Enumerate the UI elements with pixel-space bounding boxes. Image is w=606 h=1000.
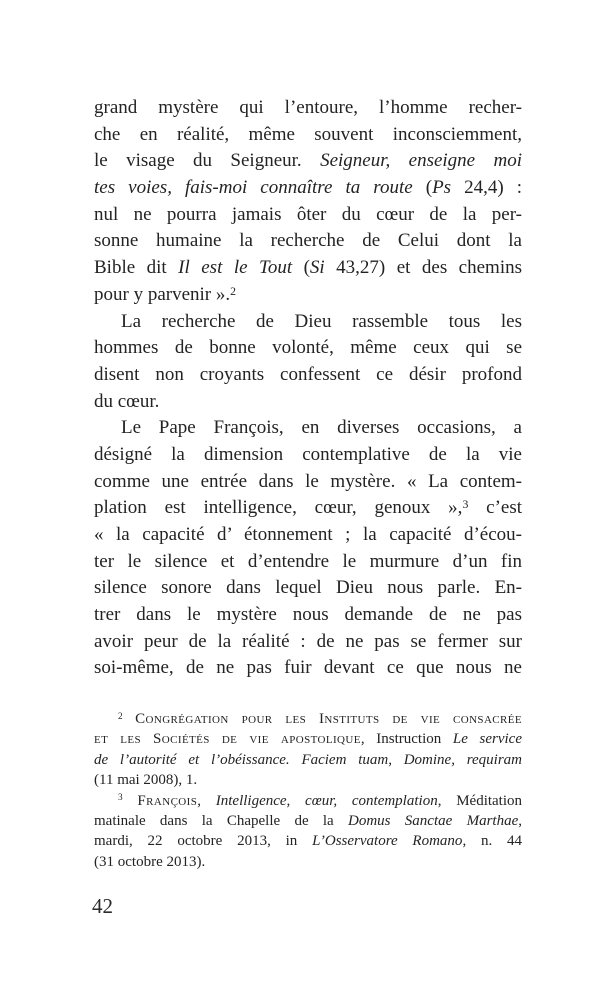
text-run: Ps — [432, 177, 452, 199]
text-line — [94, 122, 522, 149]
text-run: plation est intelligence, cœur, genoux », — [94, 497, 463, 519]
footnote — [94, 791, 522, 873]
text-line — [94, 655, 522, 682]
text-line — [94, 362, 522, 389]
text-line — [94, 442, 522, 469]
text-run — [123, 711, 135, 727]
text-run: sonne humaine la recherche de Celui dont la — [94, 230, 522, 252]
text-run: grand mystère qui l’entoure, l’homme recher- — [94, 97, 522, 118]
text-run: silence sonore dans lequel Dieu nous parle. En- — [94, 577, 522, 599]
text-run: , Méditation — [437, 792, 522, 809]
text-line — [94, 602, 522, 629]
text-run: (11 mai 2008), 1. — [94, 772, 198, 789]
text-line — [94, 282, 522, 309]
text-run: tes voies, fais-moi connaître ta route — [94, 177, 413, 199]
text-run: ( — [292, 257, 310, 279]
text-line — [94, 549, 522, 576]
text-line — [94, 770, 522, 790]
text-run: mardi, 22 octobre 2013, in — [94, 833, 313, 850]
body-text-block — [94, 95, 522, 682]
text-run: , — [197, 792, 216, 809]
text-run: , n. 44 — [462, 833, 522, 850]
paragraph — [94, 95, 522, 309]
paragraph — [94, 415, 522, 682]
text-run — [123, 793, 138, 809]
text-line — [94, 415, 522, 442]
text-run: che en réalité, même souvent inconsciemment, — [94, 123, 522, 145]
text-run: Intelligence, cœur, contemplation — [215, 792, 438, 809]
footnote — [94, 709, 522, 791]
text-run: , — [518, 812, 522, 829]
text-run: avoir peur de la réalité : de ne pas se fermer sur — [94, 630, 522, 652]
text-run: de l’autorité et l’obéissance. Faciem tuam, Domine, requiram — [94, 751, 522, 768]
footnote-block — [94, 709, 522, 872]
text-run: (31 octobre 2013). — [94, 853, 206, 870]
text-line — [94, 202, 522, 229]
text-run: Congrégation pour les Instituts de vie consacrée — [135, 711, 522, 727]
text-run: du cœur. — [94, 390, 160, 412]
footnote-reference-marker: 2 — [118, 711, 123, 722]
text-line — [94, 175, 522, 202]
text-run: La recherche de Dieu rassemble tous les — [121, 310, 522, 332]
text-line — [94, 95, 522, 122]
text-run: Seigneur, enseigne moi — [320, 150, 522, 172]
footnote-reference-marker: 2 — [230, 284, 237, 298]
text-run: désigné la dimension contemplative de la vie — [94, 443, 522, 465]
text-run: Domus Sanctae Marthae — [348, 812, 519, 829]
text-line — [94, 629, 522, 656]
text-run: nul ne pourra jamais ôter du cœur de la per- — [94, 203, 522, 225]
page-number: 42 — [92, 894, 113, 918]
text-line — [94, 709, 522, 729]
text-line — [94, 522, 522, 549]
text-run: « la capacité d’ étonnement ; la capacité d’écou- — [94, 524, 522, 545]
text-line — [94, 791, 522, 811]
text-run: soi-même, de ne pas fuir devant ce que nous ne — [94, 657, 522, 679]
text-run: François — [137, 792, 198, 809]
text-run: ter le silence et d’entendre le murmure d’un fin — [94, 550, 522, 572]
text-run: matinale dans la Chapelle de la — [94, 812, 349, 829]
text-run: c’est — [468, 497, 522, 519]
text-line — [94, 255, 522, 282]
text-run: Si — [309, 257, 325, 279]
text-run: pour y parvenir ». — [94, 283, 231, 305]
text-line — [94, 729, 522, 749]
text-line — [94, 852, 522, 872]
text-run: 43,27) et des chemins — [324, 257, 522, 279]
text-line — [94, 575, 522, 602]
text-run: ( — [412, 177, 433, 199]
text-run: , Instruction — [360, 731, 453, 748]
text-line — [94, 811, 522, 831]
text-run: Le service — [452, 731, 522, 748]
text-line — [94, 335, 522, 362]
text-line — [94, 831, 522, 851]
text-run: le visage du Seigneur. — [94, 150, 321, 172]
paragraph — [94, 309, 522, 416]
text-line — [94, 469, 522, 496]
text-run: Bible dit — [94, 257, 179, 279]
text-run: disent non croyants confessent ce désir profond — [94, 363, 522, 385]
text-run: Le Pape François, en diverses occasions, a — [121, 417, 522, 439]
text-run: 24,4) : — [451, 177, 522, 199]
text-line — [94, 389, 522, 416]
text-run: trer dans le mystère nous demande de ne pas — [94, 604, 522, 626]
text-line — [94, 495, 522, 522]
text-run: Il est le Tout — [178, 257, 293, 279]
text-run: L’Osservatore Romano — [312, 833, 463, 850]
text-run: et les Sociétés de vie apostolique — [94, 731, 361, 748]
footnote-reference-marker: 3 — [462, 498, 469, 512]
text-line — [94, 148, 522, 175]
footnote-reference-marker: 3 — [118, 793, 123, 804]
text-line — [94, 309, 522, 336]
text-line — [94, 228, 522, 255]
text-run: hommes de bonne volonté, même ceux qui se — [94, 337, 522, 359]
text-line — [94, 750, 522, 770]
text-run: comme une entrée dans le mystère. « La contem- — [94, 470, 522, 492]
